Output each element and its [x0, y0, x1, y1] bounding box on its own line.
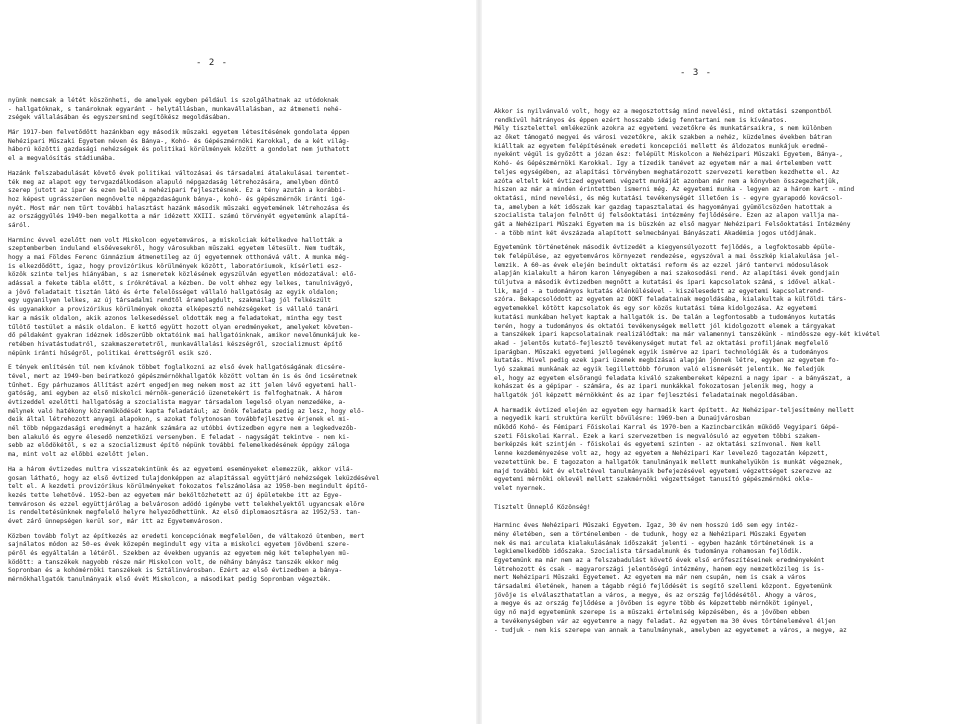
text-line: közök szinte teljes hiányában, s az ismeretek közlésének egyszülván egyetlen módozatával: elő- [8, 271, 358, 279]
text-line: Harminc évvel ezelőtt nem volt Miskolcon egyetemváros, a miskolciak kételkedve hallották a [8, 236, 343, 244]
text-line: szeptemberben induland elsőévesekről, hogy városukban műszaki egyetem létesült. Nem tudták, [8, 245, 346, 253]
text-line: Már 1917-ben felvetődött hazánkban egy második műszaki egyetem létesítésének gondolata éppen [8, 129, 350, 137]
text-line: évtizeddel ezelőtti hallgatóság a szocialista magyar társadalom legelső olyan nemzedéke, a- [8, 399, 346, 406]
text-line: zségek vállalásában és egyszersmind segítőkész megoldásában. [8, 114, 231, 122]
salutation: Tisztelt Ünneplő Közönség! [494, 503, 591, 511]
text-line: Akkor is nyilvánvaló volt, hogy ez a megosztottság mind nevelési, mind oktatási szempontból [494, 108, 832, 115]
text-line: hoz képest ugrásszerűen megnövelte népgazdaságunk bánya-, kohó- és gépészmérnök iránti igé- [8, 195, 346, 203]
text-line: szocialista talajon felnőtt új felsőoktatási intézmény fejlődésére. Ezen az alapon vallja ma- [494, 212, 840, 220]
text-line: évet zárő ünnepségen kerül sor, már itt az Egyetemvároson. [8, 517, 224, 525]
left-page-text [8, 97, 470, 585]
text-line: tűlötő testület a másik oldalon. E kettő együtt hozott olyan eredményeket, amelyeket követen- [8, 323, 354, 331]
text-line: legkiemelkedőbb időszaka. Szocialista társadalmunk és tudománya rohamosan fejlődik. [494, 548, 803, 556]
text-line: temvároson és ezzel együttjárólag a belvároson adódó igénybe vett telekhelyektől ugyancsak előre [8, 500, 365, 508]
text-line: telt el. A kezdeti provizórikus körülményeket fokozatos felszámolása az 1950-ben megindult építő- [8, 483, 369, 491]
text-line: szóra. Bekapcsolódott az egyetem az OOKT feladatainak megoldásába, kialakultak a külföldi társ- [494, 296, 847, 304]
text-line: működő Kohó- és Fémipari Főiskolai Karral és 1970-ben a Kazincbarcikán működő Vegyipari Gépé- [494, 424, 840, 432]
text-line: Harminc éves Nehézipari Műszaki Egyetem. Igaz, 30 év nem hosszú idő sem egy intéz- [494, 522, 799, 530]
right-page-text [494, 108, 954, 635]
text-line: el, hogy az egyetem elsőrangú feladata kiváló szakembereket képezni a nagy ipar - a bányászat, a [494, 374, 851, 382]
text-line: el a megvalósítás stádiumába. [8, 155, 116, 163]
text-line: az őket támogató megyei és városi vezetőkre, akik szakben a nehéz, küzdelmes években bátran [494, 134, 832, 142]
text-line: sajnálatos módon az 50-es évek közepén megindult egy vita a miskolci egyetem jövőbeni szere- [8, 541, 350, 549]
text-line: a tanszékek ipari kapcsolatainak realizálódtak: ma már valamennyi tanszékünk - mindössze egy-két kivétel [494, 331, 881, 339]
text-line: sebb az elődökétől, s ez a szocializmust építő népünk további felemelkedésének éppúgy záloga [8, 442, 350, 450]
text-line: deik által létrehozott anyagi alapokon, s azokat folytonosan továbbfejlesztve érjenek el mi- [8, 416, 350, 424]
text-line: nyeként végül is győzött a józan ész: felépült Miskolcon a Nehézipari Műszaki Egyetem, Bánya-, [494, 151, 844, 159]
text-line: azóta eltelt két évtized egyetemi végzett munkáját azonban már nem a könyvben összegezhetjük, [494, 177, 840, 185]
text-line: úgy nő majd egyetemünk szerepe is a műszaki értelmiség képzésében, és a jövőben ebben [494, 609, 810, 617]
text-line: lemzik. A 60-as évek elején beindult oktatási reform és az ezzel járó tantervi módosulások [494, 261, 829, 269]
text-line: jövője is elválaszthatatlan a város, a megye, és az ország fejlődésétől. Ahogy a város, [494, 591, 818, 599]
text-line: szerep jutott az ipar és ezen belül a nehézipari fejlesztésnek. Ez a tény azután a korábbi- [8, 187, 346, 195]
text-line: is elkezdődött, igaz, hogy provizórikus körülmények között, laboratóriumok, kísérleti esz- [8, 262, 343, 270]
text-line: társadalmi életének, hanem a tágabb régió fejlődését is segítő szellemi központ. Egyetemünk [494, 583, 832, 591]
text-line: nek és mai arculata kialakulásának időszakát jelenti - egyben hazánk történetének is a [494, 539, 814, 547]
text-line: lenne kezdeményezése volt az, hogy az egyetem a Nehézipari Kar levelező tagozatán képzett, [494, 450, 829, 458]
text-line: hogy a mai Földes Ferenc Gimnázium átmenetileg az új egyetemnek otthonává vált. A munka még- [8, 254, 350, 261]
text-line: az országgyűlés 1949-ben megalkotta a már idézett XXIII. számú törvényét egyetemünk alapítá- [8, 213, 350, 221]
text-line: nyét. Most már nem tűrt további halasztást hazánk második műszaki egyetemének létrehozása és [8, 204, 350, 212]
text-line: oktatási, mind nevelési, és még kutatási tevékenységét illetően is - egyre gyarapodó kovácsol- [494, 194, 844, 202]
text-line: ta, amelyben a két időszak kar gazdag tapasztalatai és hagyományai gyümölcsözően hatottak a [494, 203, 832, 211]
text-line: rendkívül hátrányos és éppen ezért hosszabb ideig fenntartani nem is kívánatos. [494, 116, 788, 124]
text-line: nyünk nemcsak a létét köszönheti, de amelyek egyben például is szolgálhatnak az utódoknak [8, 97, 339, 104]
text-line: kiálltak az egyetem felépítésének eredeti koncepciói mellett és áldozatos munkájuk eredmé- [494, 142, 829, 150]
text-line: nél több népgazdasági eredményt a hazánk számára az utóbbi évtizedben egyre nem a legkedvezőb- [8, 425, 358, 433]
text-line: péről és egyáltalán a létéről. Szekben az években ugyanis az egyetem még két telephelyen mű- [8, 550, 350, 557]
text-line: - tudjuk - nem kis szerepe van annak a tanulmánynak, amelyben az egyetemet a város, a megye, az [494, 626, 847, 634]
text-line: retében hivatástudatról, szakmaszeretetről, munkavállalási készségről, szocializmust építő [8, 340, 343, 348]
text-line: velet nyernek. [494, 484, 546, 492]
left-page [0, 0, 478, 724]
text-line: - a több mint két évszázada alapított selmecbányai Bányászati Akadémia jogos utódjának. [494, 229, 818, 237]
text-line: lik, majd - a tudományos kutatás élénkülésével - kiszélesedett az egyetemi kapcsolatrend- [494, 287, 825, 295]
text-line: mérnökhallgatók tanulmányaik első évét Miskolcon, a másodikat pedig Sopronban végezték. [8, 576, 332, 584]
text-line: kar a másik oldalon, akik azonos lelkesedéssel oldották meg a feladatokat, mintha egy test [8, 314, 343, 322]
text-line: tűnhet. Egy párhuzamos állítást azért engedjen meg nekem most az itt jelen lévő egyetemi hall- [8, 381, 358, 389]
text-line: kezés tette lehetővé. 1952-ben az egyetem már beköltözhetett az új épületekbe itt az Egye- [8, 491, 343, 499]
text-line: majd további két év elteltével tanulmányaik befejezésével egyetemi végzettséget szerezve az [494, 467, 832, 475]
text-line: adással a fekete tábla előtt, s írókrétával a kézben. De volt ehhez egy lelkes, tanulnivágyó, [8, 280, 354, 288]
text-line: Mély tisztelettel emlékezünk azokra az egyetemi vezetőkre és munkatársaikra, s nem különben [494, 125, 832, 133]
text-line: túljutva a második évtizedben megnőtt a kutatási és ipari kapcsolatok számá, s idővel alkal- [494, 279, 836, 287]
text-line: vezetettünk be. E tagozaton a hallgatók tanulmányaik mellett munkahelyükön is munkát végeznek, [494, 458, 844, 466]
text-line: a negyedik kari struktúra került bővülésre: 1969-ben a Dunaújvárosban [494, 415, 751, 423]
text-line: ben alakuló és egyre élesedő nemzetközi versenyben. E feladat - nagyságát tekintve - nem ki- [8, 433, 350, 441]
text-line: Közben tovább folyt az építkezés az eredeti koncepciónak megfelelően, de váltakozó ütemben, mert [8, 532, 365, 540]
text-line: akad - jelentős kutató-fejlesztő tevékenységet mutat fel az oktatási profiljának megfelelő [494, 339, 829, 347]
text-line: iparágban. Műszaki egyetemi jellegének egyik ismérve az ipari technológiák és a tudományos [494, 348, 829, 356]
text-line: is rendeltetésünknek megfelelő helyre helyeződhettünk. Az első diplomaosztásra az 1952/53. tan- [8, 509, 361, 517]
text-line: Hazánk felszabadulását követő évek politikai változásai és társadalmi átalakulásai teremtet- [8, 169, 350, 177]
text-line: Nehézipari Műszaki Egyetem néven és Bánya-, Kohó- és Gépészmérnöki Karokkal, de a két világ- [8, 137, 350, 145]
left-page-number: - 2 - [196, 58, 229, 68]
paragraph-break [494, 494, 954, 500]
text-line: teljes egységében, az alapítási törvényben meghatározott szervezeti keretben kezdhette el. Az [494, 168, 840, 176]
text-line: Egyetemünk ma már nem az a felszabadulást követő évek első erőfeszítéseinek eredményeként [494, 557, 825, 564]
text-line: szeti Főiskolai Karral. Ezek a kari szervezetben is megvalósuló az egyetem többi szakem- [494, 432, 821, 440]
text-line: gosan látható, hogy az első évtized tulajdonképpen az alapítással együttjáró nehézségek leküzdésével [8, 474, 380, 482]
text-line: A harmadik évtized elején az egyetem egy harmadik kart épített. Az Nehézipar-teljesítmény mellett [494, 406, 855, 414]
text-line: egy ugyanilyen lelkes, az új társadalmi rendtől áramolagdult, szakmailag jól felkészült [8, 297, 332, 305]
text-line: berképzés két szintjén - főiskolai és egyetemi szinten - az oktatási színvonal. Nem kell [494, 441, 821, 449]
text-line: Kohó- és Gépészmérnöki Karokkal. Így a tízedik tanévet az egyetem már a mai értelemben vett [494, 160, 832, 168]
text-line: egyetemi mérnöki oklevél mellett szakmérnöki végzettséget tanusító gépészmérnöki okle- [494, 476, 814, 484]
text-line: gát a Nehézipari Műszaki Egyetem ma is büszkén az első magyar Nehézipari Felsőoktatási Intézmény [494, 220, 851, 228]
text-line: lyó szakmai munkának az egyik legillettóbb fórumon való elismerését jelentik. Ne feledjük [494, 365, 825, 373]
right-page-number: - 3 - [680, 68, 713, 78]
text-line: ték meg az alapot egy tervgazdálkodáson alapuló népgazdaság létrehozására, amelyben döntő [8, 178, 339, 186]
text-line: - hallgatóknak, s tanároknak egyaránt - helytállásban, munkavállalásban, az átmeneti nehé- [8, 105, 343, 113]
text-line: háború közötti gazdasági nehézségek és politikai körülmények között a gondolat nem juthatott [8, 146, 350, 154]
text-line: hallgatók jól képzett mérnökként és az ipar fejlesztési feladatainak megoldásában. [494, 392, 799, 399]
text-line: ködött: a tanszékek nagyobb része már Miskolcon volt, de néhány bányász tanszék ekkor még [8, 558, 339, 566]
text-line: tek felépülése, az egyetemváros környezet rendezése, egyszóval a mai összkép kialakulása jel- [494, 253, 840, 260]
text-line: terén, hogy a tudományos és oktatói tevékenységek mellett jól kidolgozott elemek a tárgyakat [494, 322, 836, 330]
text-line: kutatás. Mivel pedig ezek ipari üzemek megbízásai alapján jönnek létre, egyben az egyetem fo- [494, 357, 840, 365]
text-line: egyetemekkel kötött kapcsolatok és egy sor közös kutatási téma kidolgozása. Az egyetemi [494, 305, 818, 313]
text-line: létrehozott és csak - magyarországi jelentőségű intézmény, hanem egy nemzetközileg is is- [494, 565, 825, 573]
text-line: E tények említésén túl nem kívánok többet foglalkozni az első évek hallgatóságának dicsére- [8, 364, 346, 372]
text-line: ma, mint volt az előbbi ezelőtt jelen. [8, 451, 150, 459]
text-line: gatóság, ami egyben az első miskolci mérnök-generáció üzenetekért is felfoghatnak. A három [8, 390, 343, 398]
text-line: tével, mert az 1949-ben beiratkozó gépészmérnökhallgatók között voltam én is és önd icséretnek [8, 372, 358, 380]
text-line: és ugyanakkor a provizórikus körülmények okozta elképesztő nehézségeket is vállaló tanári [8, 306, 339, 314]
text-line: a tevékenységben vár az egyetemre a nagy feladat. Az egyetem ma 30 éves történelemével éljen [494, 617, 836, 625]
text-line: hiszen az már a minden érintettben ismerni még. Az egyetemi munka - legyen az a három kart - mind [494, 186, 855, 194]
text-line: kutatási munkában helyet kaptak a hallgatók is. De talán a legfontosabb a tudományos kutatás [494, 313, 836, 321]
text-line: dő példaként gyakran idéznek időszerűbb oktatóink mai hallgatóinknak, amikor nevelőmunkájuk ke- [8, 332, 361, 340]
text-line: Ha a három évtizedes multra visszatekintünk és az egyetemi eseményeket elemezzük, akkor vilá- [8, 465, 354, 473]
text-line: alapján kialakult a három karon lényegében a mai szakosodási rend. Az alapítási évek gondjain [494, 270, 840, 278]
text-line: mény életében, sem a történelemben - de tudunk, hogy ez a Nehézipari Műszaki Egyetem [494, 530, 806, 538]
text-line: népünk iránti hűségről, politikai érettségről esik szó. [8, 349, 213, 357]
text-line: sáról. [8, 221, 31, 229]
text-line: Sopronban és a kohómérnöki tanszékek is Sztálinvárosban. Ezért az első évtizedben a bánya- [8, 567, 343, 575]
text-line: mélynek való hatékony közreműködését kapta feladatául; az önök feladata pedig az lesz, hogy elő- [8, 407, 365, 415]
text-line: a jövő feladatait tisztán látó és érte felelősséget vállaló hallgatóság az egyik oldalon; [8, 288, 339, 296]
text-line: Egyetemünk történetének második évtizedét a kiegyensúlyozott fejlődés, a legfoktosabb épüle- [494, 244, 836, 252]
text-line: kohászat és a gépipar - számára, és az ipari munkákkal fokozatosan jelenik meg, hogy a [494, 383, 814, 391]
text-line: a megye és az ország fejlődése a jövőben is egyre több és képzettebb mérnököt igényel, [494, 600, 814, 608]
text-line: mert Nehézipari Műszaki Egyetemet. Az egyetem ma már nem csupán, nem is csak a város [494, 574, 806, 582]
right-page [482, 0, 960, 724]
